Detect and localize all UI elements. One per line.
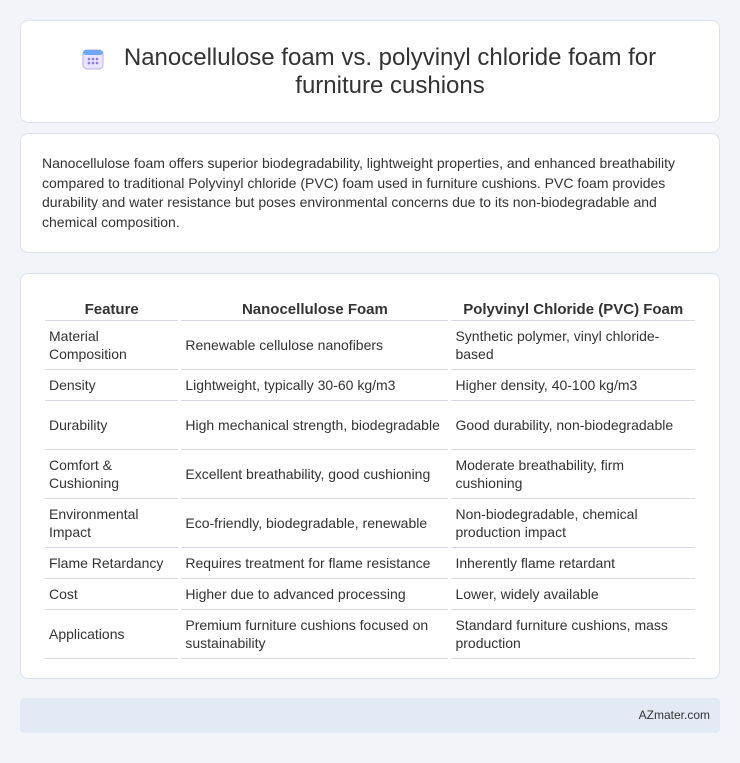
header-nanocellulose: Nanocellulose Foam [181, 294, 448, 321]
title-card [20, 20, 720, 123]
nanocellulose-cell: Requires treatment for flame resistance [181, 548, 448, 579]
feature-cell: Density [45, 370, 178, 401]
nanocellulose-cell: High mechanical strength, biodegradable [181, 401, 448, 450]
comparison-table-card [20, 273, 720, 679]
pvc-cell: Higher density, 40-100 kg/m3 [451, 370, 695, 401]
pvc-cell: Moderate breathability, firm cushioning [451, 450, 695, 499]
feature-cell: Applications [45, 610, 178, 659]
header-pvc: Polyvinyl Chloride (PVC) Foam [451, 294, 695, 321]
feature-cell: Comfort & Cushioning [45, 450, 178, 499]
footer-bar [20, 698, 720, 733]
table-header-row [45, 294, 695, 321]
header-feature: Feature [45, 294, 178, 321]
page-title: Nanocellulose foam vs. polyvinyl chloride foam for furniture cushions [123, 43, 657, 99]
description-text: Nanocellulose foam offers superior biodegradability, lightweight properties, and enhanced breathability compared to traditional Polyvinyl chloride (PVC) foam used in furniture cushions. PVC foam provides durability and water resistance but poses environmental concerns due to its non-biodegradable and chemical composition. [42, 155, 675, 230]
table-row [45, 610, 695, 659]
nanocellulose-cell: Eco-friendly, biodegradable, renewable [181, 499, 448, 548]
pvc-cell: Standard furniture cushions, mass production [451, 610, 695, 659]
nanocellulose-cell: Higher due to advanced processing [181, 579, 448, 610]
comparison-table [42, 294, 698, 659]
table-row [45, 450, 695, 499]
footer-brand[interactable]: AZmater.com [638, 708, 710, 722]
nanocellulose-cell: Lightweight, typically 30-60 kg/m3 [181, 370, 448, 401]
feature-cell: Flame Retardancy [45, 548, 178, 579]
pvc-cell: Inherently flame retardant [451, 548, 695, 579]
feature-cell: Cost [45, 579, 178, 610]
pvc-cell: Non-biodegradable, chemical production impact [451, 499, 695, 548]
table-row [45, 548, 695, 579]
feature-cell: Environmental Impact [45, 499, 178, 548]
pvc-cell: Good durability, non-biodegradable [451, 401, 695, 450]
nanocellulose-cell: Renewable cellulose nanofibers [181, 321, 448, 370]
feature-cell: Durability [45, 401, 178, 450]
pvc-cell: Synthetic polymer, vinyl chloride-based [451, 321, 695, 370]
nanocellulose-cell: Premium furniture cushions focused on sustainability [181, 610, 448, 659]
table-row [45, 499, 695, 548]
feature-cell: Material Composition [45, 321, 178, 370]
table-row [45, 401, 695, 450]
nanocellulose-cell: Excellent breathability, good cushioning [181, 450, 448, 499]
description-card [20, 133, 720, 253]
table-row [45, 370, 695, 401]
table-row [45, 579, 695, 610]
table-row [45, 321, 695, 370]
pvc-cell: Lower, widely available [451, 579, 695, 610]
